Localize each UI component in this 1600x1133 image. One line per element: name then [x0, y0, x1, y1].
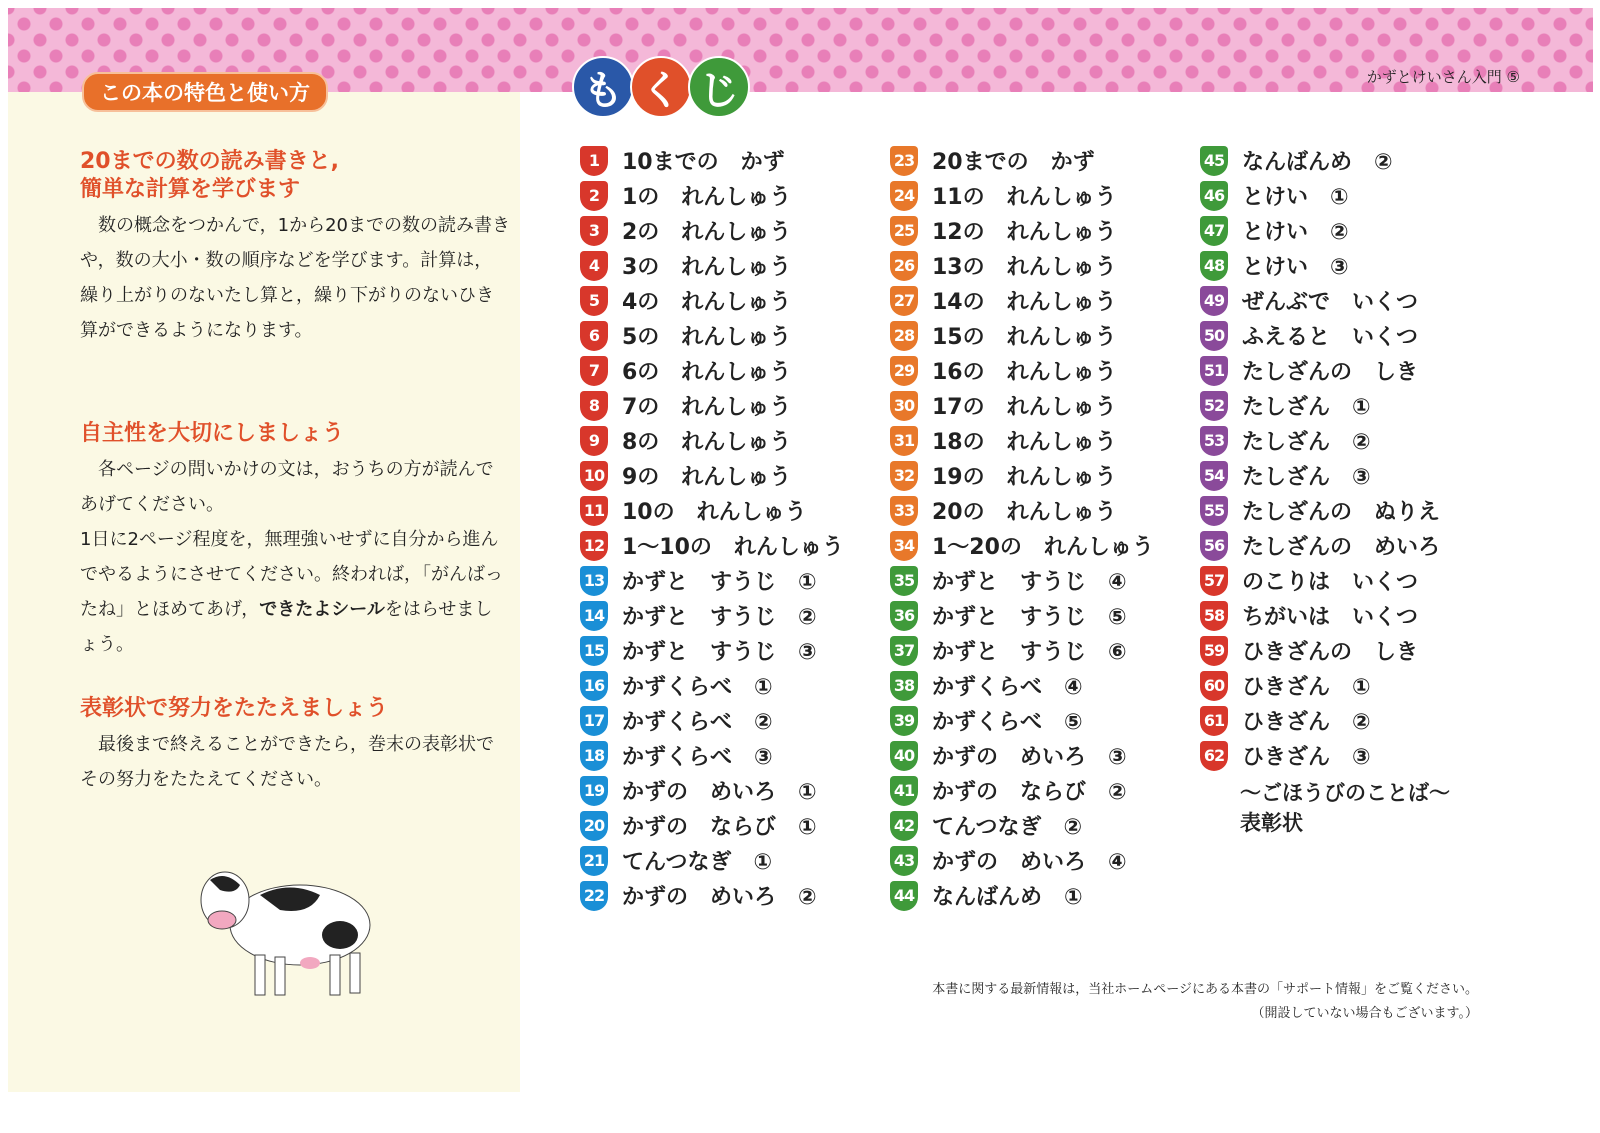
toc-item-label: 1〜20の れんしゅう [932, 535, 1154, 560]
toc-item[interactable] [890, 178, 1154, 213]
toc-item[interactable] [890, 633, 1154, 668]
toc-item[interactable] [1200, 458, 1440, 493]
toc-item[interactable] [580, 178, 844, 213]
toc-item-label: かずくらべ ⑤ [932, 710, 1083, 735]
chapter-number-badge: 38 [890, 671, 918, 701]
toc-item-label: 3の れんしゅう [622, 255, 792, 280]
chapter-number-badge: 57 [1200, 566, 1228, 596]
toc-item[interactable] [1200, 283, 1440, 318]
toc-column-1 [580, 143, 844, 913]
toc-item-label: 16の れんしゅう [932, 360, 1117, 385]
toc-item-label: かずと すうじ ⑥ [932, 640, 1127, 665]
section-text [80, 522, 510, 662]
chapter-number-badge: 41 [890, 776, 918, 806]
chapter-number-badge: 18 [580, 741, 608, 771]
chapter-number-badge: 39 [890, 706, 918, 736]
mokuji-char: も [572, 56, 634, 118]
toc-item[interactable] [1200, 528, 1440, 563]
chapter-number-badge: 27 [890, 286, 918, 316]
toc-item-label: 15の れんしゅう [932, 325, 1117, 350]
toc-item-label: とけい ② [1242, 220, 1349, 245]
chapter-number-badge: 22 [580, 881, 608, 911]
toc-item-label: かずと すうじ ⑤ [932, 605, 1127, 630]
toc-item[interactable] [890, 318, 1154, 353]
note-line: 本書に関する最新情報は，当社ホームページにある本書の「サポート情報」をご覧ください。 [932, 982, 1478, 997]
chapter-number-badge: 11 [580, 496, 608, 526]
chapter-number-badge: 52 [1200, 391, 1228, 421]
toc-item-label: てんつなぎ ② [932, 815, 1083, 840]
chapter-number-badge: 16 [580, 671, 608, 701]
toc-item-label: かずの めいろ ③ [932, 745, 1127, 770]
toc-item-label: 14の れんしゅう [932, 290, 1117, 315]
toc-item-label: かずの ならび ① [622, 815, 817, 840]
toc-item-label: 20の れんしゅう [932, 500, 1117, 525]
toc-item[interactable] [890, 423, 1154, 458]
chapter-number-badge: 47 [1200, 216, 1228, 246]
features-label: この本の特色と使い方 [82, 72, 328, 112]
toc-item-label: 1〜10の れんしゅう [622, 535, 844, 560]
toc-item[interactable] [580, 318, 844, 353]
toc-item-label: ちがいは いくつ [1242, 605, 1419, 630]
toc-item[interactable] [890, 353, 1154, 388]
toc-item-label: 17の れんしゅう [932, 395, 1117, 420]
toc-item-label: 20までの かず [932, 150, 1095, 175]
toc-item-label: 9の れんしゅう [622, 465, 792, 490]
chapter-number-badge: 30 [890, 391, 918, 421]
chapter-number-badge: 31 [890, 426, 918, 456]
toc-item[interactable] [580, 878, 844, 913]
chapter-number-badge: 50 [1200, 321, 1228, 351]
chapter-number-badge: 13 [580, 566, 608, 596]
chapter-number-badge: 25 [890, 216, 918, 246]
chapter-number-badge: 26 [890, 251, 918, 281]
toc-item[interactable] [1200, 633, 1440, 668]
toc-item[interactable] [1200, 213, 1440, 248]
book-title: かずとけいさん入門 ⑤ [1366, 68, 1520, 86]
toc-item[interactable] [1200, 248, 1440, 283]
toc-item[interactable] [1200, 668, 1440, 703]
toc-item[interactable] [890, 738, 1154, 773]
toc-item[interactable] [890, 283, 1154, 318]
toc-item-label: なんばんめ ② [1242, 150, 1393, 175]
toc-item[interactable] [580, 528, 844, 563]
chapter-number-badge: 2 [580, 181, 608, 211]
chapter-number-badge: 59 [1200, 636, 1228, 666]
toc-item[interactable] [890, 493, 1154, 528]
toc-item-label: ひきざんの しき [1242, 640, 1419, 665]
toc-item[interactable] [1200, 178, 1440, 213]
chapter-number-badge: 14 [580, 601, 608, 631]
chapter-number-badge: 24 [890, 181, 918, 211]
toc-item-label: かずくらべ ④ [932, 675, 1083, 700]
toc-item-label: 8の れんしゅう [622, 430, 792, 455]
chapter-number-badge: 34 [890, 531, 918, 561]
toc-item-label: 11の れんしゅう [932, 185, 1117, 210]
toc-item[interactable] [580, 843, 844, 878]
toc-item-label: のこりは いくつ [1242, 570, 1419, 595]
chapter-number-badge: 55 [1200, 496, 1228, 526]
toc-item-label: たしざん ② [1242, 430, 1371, 455]
toc-item-label: ぜんぶで いくつ [1242, 290, 1419, 315]
chapter-number-badge: 36 [890, 601, 918, 631]
chapter-number-badge: 15 [580, 636, 608, 666]
toc-item-label: 13の れんしゅう [932, 255, 1117, 280]
toc-item[interactable] [580, 563, 844, 598]
toc-item-label: かずくらべ ② [622, 710, 773, 735]
toc-item[interactable] [890, 703, 1154, 738]
toc-column-2 [890, 143, 1154, 913]
chapter-number-badge: 3 [580, 216, 608, 246]
toc-item[interactable] [580, 353, 844, 388]
toc-item-label: たしざんの しき [1242, 360, 1419, 385]
chapter-number-badge: 19 [580, 776, 608, 806]
chapter-number-badge: 45 [1200, 146, 1228, 176]
toc-item-label: かずと すうじ ④ [932, 570, 1127, 595]
toc-item-label: たしざんの めいろ [1242, 535, 1441, 560]
toc-item[interactable] [1200, 423, 1440, 458]
chapter-number-badge: 1 [580, 146, 608, 176]
toc-item[interactable] [1200, 353, 1440, 388]
toc-item[interactable] [1200, 563, 1440, 598]
toc-item[interactable] [890, 878, 1154, 913]
chapter-number-badge: 23 [890, 146, 918, 176]
toc-item[interactable] [580, 633, 844, 668]
toc-item[interactable] [580, 213, 844, 248]
section-title: 20までの数の読み書きと, 簡単な計算を学びます [80, 149, 339, 202]
toc-item-label: 10までの かず [622, 150, 785, 175]
chapter-number-badge: 4 [580, 251, 608, 281]
toc-item-label: かずと すうじ ③ [622, 640, 817, 665]
chapter-number-badge: 54 [1200, 461, 1228, 491]
toc-item-label: かずの めいろ ④ [932, 850, 1127, 875]
mokuji-char: じ [688, 56, 750, 118]
toc-item[interactable] [580, 668, 844, 703]
toc-item[interactable] [890, 458, 1154, 493]
toc-item-label: ひきざん ③ [1242, 745, 1371, 770]
toc-item[interactable] [890, 528, 1154, 563]
toc-item[interactable] [580, 773, 844, 808]
toc-item[interactable] [1200, 703, 1440, 738]
toc-item-label: 19の れんしゅう [932, 465, 1117, 490]
section-text: 最後まで終えることができたら，巻末の表彰状でその努力をたたえてください。 [80, 734, 494, 790]
chapter-number-badge: 7 [580, 356, 608, 386]
chapter-number-badge: 48 [1200, 251, 1228, 281]
toc-item[interactable] [580, 738, 844, 773]
toc-item[interactable] [1200, 598, 1440, 633]
toc-item-label: 7の れんしゅう [622, 395, 792, 420]
feature-section-2 [80, 420, 510, 662]
cow-illustration [180, 845, 390, 1005]
toc-column-3 [1200, 143, 1440, 773]
chapter-number-badge: 20 [580, 811, 608, 841]
toc-item[interactable] [890, 213, 1154, 248]
chapter-number-badge: 33 [890, 496, 918, 526]
toc-item-label: 12の れんしゅう [932, 220, 1117, 245]
toc-item[interactable] [890, 388, 1154, 423]
feature-section-1 [80, 148, 510, 348]
toc-item-label: 1の れんしゅう [622, 185, 792, 210]
chapter-number-badge: 62 [1200, 741, 1228, 771]
chapter-number-badge: 35 [890, 566, 918, 596]
section-title: 自主性を大切にしましょう [80, 421, 345, 446]
toc-item-label: かずくらべ ③ [622, 745, 773, 770]
chapter-number-badge: 29 [890, 356, 918, 386]
toc-item-label: 18の れんしゅう [932, 430, 1117, 455]
toc-item-label: かずの めいろ ① [622, 780, 817, 805]
toc-item[interactable] [1200, 318, 1440, 353]
toc-item-label: かずの めいろ ② [622, 885, 817, 910]
toc-item[interactable] [580, 143, 844, 178]
toc-item-label: とけい ① [1242, 185, 1349, 210]
toc-extra-item[interactable]: 表彰状 [1240, 811, 1303, 835]
toc-item[interactable] [580, 423, 844, 458]
toc-item-label: たしざんの ぬりえ [1242, 500, 1441, 525]
chapter-number-badge: 8 [580, 391, 608, 421]
toc-item-label: かずの ならび ② [932, 780, 1127, 805]
toc-item-label: たしざん ① [1242, 395, 1371, 420]
toc-item[interactable] [580, 703, 844, 738]
toc-item[interactable] [1200, 388, 1440, 423]
toc-item-label: かずくらべ ① [622, 675, 773, 700]
toc-item-label: かずと すうじ ② [622, 605, 817, 630]
toc-item-label: かずと すうじ ① [622, 570, 817, 595]
toc-item[interactable] [890, 248, 1154, 283]
toc-item-label: 10の れんしゅう [622, 500, 807, 525]
toc-item[interactable] [890, 808, 1154, 843]
toc-item[interactable] [1200, 493, 1440, 528]
chapter-number-badge: 43 [890, 846, 918, 876]
toc-item[interactable] [580, 598, 844, 633]
toc-item[interactable] [1200, 738, 1440, 773]
chapter-number-badge: 58 [1200, 601, 1228, 631]
toc-item[interactable] [1200, 143, 1440, 178]
toc-item-label: てんつなぎ ① [622, 850, 773, 875]
chapter-number-badge: 60 [1200, 671, 1228, 701]
mokuji-title [572, 56, 746, 118]
chapter-number-badge: 17 [580, 706, 608, 736]
toc-item-label: ふえると いくつ [1242, 325, 1419, 350]
chapter-number-badge: 44 [890, 881, 918, 911]
chapter-number-badge: 5 [580, 286, 608, 316]
toc-extra-item[interactable]: 〜ごほうびのことば〜 [1240, 781, 1450, 805]
chapter-number-badge: 51 [1200, 356, 1228, 386]
feature-section-3 [80, 695, 510, 797]
chapter-number-badge: 37 [890, 636, 918, 666]
chapter-number-badge: 46 [1200, 181, 1228, 211]
toc-item-label: たしざん ③ [1242, 465, 1371, 490]
mokuji-char: く [630, 56, 692, 118]
sticker-text: できたよシール [259, 599, 385, 620]
chapter-number-badge: 21 [580, 846, 608, 876]
toc-item[interactable] [890, 773, 1154, 808]
toc-extras [1240, 778, 1450, 838]
toc-item-label: ひきざん ② [1242, 710, 1371, 735]
toc-item[interactable] [580, 388, 844, 423]
chapter-number-badge: 56 [1200, 531, 1228, 561]
text: をはらせましょう。 [80, 599, 493, 655]
section-text: 各ページの問いかけの文は，おうちの方が読んであげてください。 [80, 459, 494, 515]
chapter-number-badge: 32 [890, 461, 918, 491]
support-note [932, 978, 1478, 1026]
toc-item-label: 6の れんしゅう [622, 360, 792, 385]
note-line: （開設していない場合もございます。） [1251, 1006, 1478, 1021]
chapter-number-badge: 28 [890, 321, 918, 351]
chapter-number-badge: 53 [1200, 426, 1228, 456]
chapter-number-badge: 42 [890, 811, 918, 841]
chapter-number-badge: 6 [580, 321, 608, 351]
chapter-number-badge: 9 [580, 426, 608, 456]
toc-item-label: なんばんめ ① [932, 885, 1083, 910]
toc-item-label: とけい ③ [1242, 255, 1349, 280]
chapter-number-badge: 10 [580, 461, 608, 491]
chapter-number-badge: 40 [890, 741, 918, 771]
section-text: 数の概念をつかんで，1から20までの数の読み書きや，数の大小・数の順序などを学びます。計算は，繰り上がりのないたし算と，繰り下がりのないひき算ができるようになります。 [80, 215, 510, 341]
toc-item-label: 5の れんしゅう [622, 325, 792, 350]
text: 1日に2ページ程度を，無理強いせずに自分から進んでやるようにさせてください。終われば，「がんばったね」とほめてあげ， [80, 529, 503, 620]
toc-item[interactable] [580, 248, 844, 283]
section-title: 表彰状で努力をたたえましょう [80, 696, 389, 721]
toc-item[interactable] [890, 143, 1154, 178]
toc-item-label: 2の れんしゅう [622, 220, 792, 245]
chapter-number-badge: 12 [580, 531, 608, 561]
toc-item[interactable] [580, 808, 844, 843]
toc-item[interactable] [890, 598, 1154, 633]
toc-item[interactable] [580, 493, 844, 528]
toc-item[interactable] [580, 283, 844, 318]
toc-item[interactable] [890, 563, 1154, 598]
toc-item[interactable] [890, 843, 1154, 878]
toc-item[interactable] [890, 668, 1154, 703]
chapter-number-badge: 49 [1200, 286, 1228, 316]
chapter-number-badge: 61 [1200, 706, 1228, 736]
toc-item[interactable] [580, 458, 844, 493]
toc-item-label: 4の れんしゅう [622, 290, 792, 315]
toc-item-label: ひきざん ① [1242, 675, 1371, 700]
